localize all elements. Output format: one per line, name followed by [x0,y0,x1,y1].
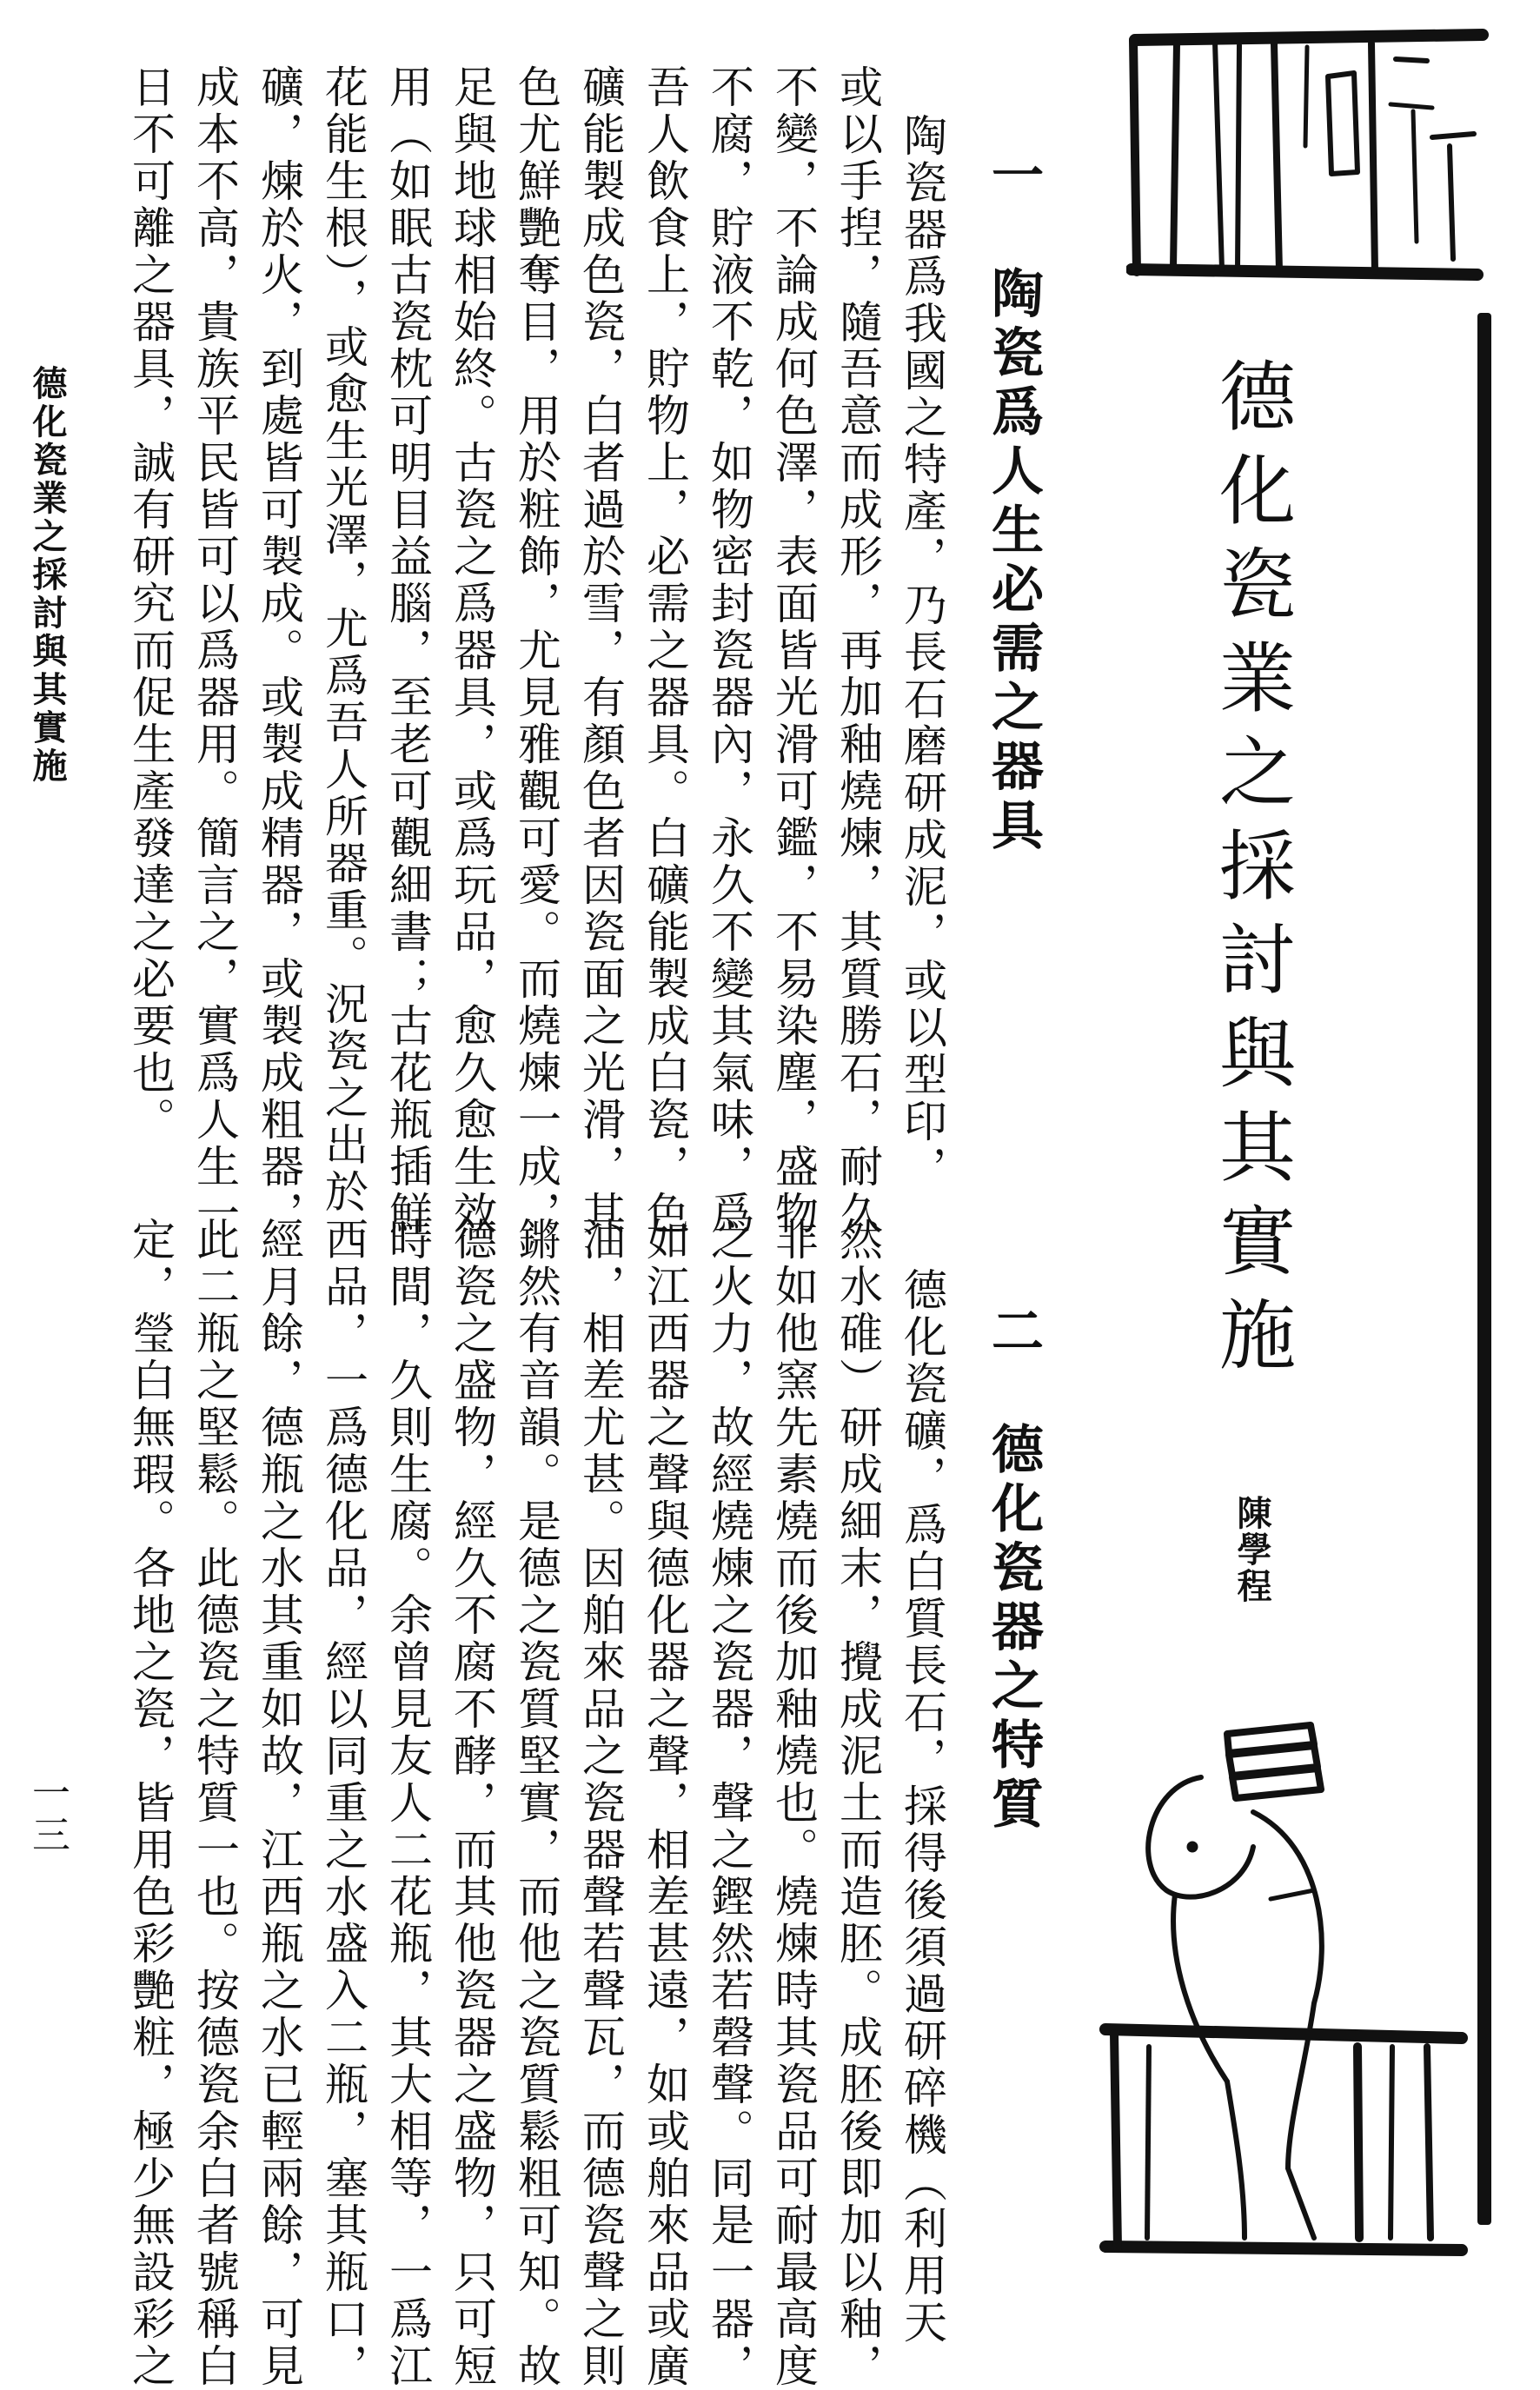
figure-carrying-books-illustration [1097,1716,1470,2264]
section2-column: 鏘然有音韻。是德之瓷質堅實，而他之瓷質鬆粗可知。故 [511,1217,561,2390]
article-title: 德化瓷業之採討與其實施 [1207,356,1297,1389]
running-title: 德化瓷業之採討與其實施 [27,365,68,786]
section1-heading: 一 陶瓷爲人生必需之器具 [983,148,1044,857]
section1-column: 礦，煉於火，到處皆可製成。或製成精器，或製成粗器， [254,64,304,1238]
section2-column: 非如他窯先素燒而後加釉燒也。燒煉時其瓷品可耐最高度 [768,1217,819,2390]
section1-column: 不腐，貯液不乾，如物密封瓷器內，永久不變其氣味，爲 [704,64,754,1238]
section2-column: 定，瑩白無瑕。各地之瓷，皆用色彩艷粧，極少無設彩之 [125,1217,176,2390]
section2-column: 經月餘，德瓶之水其重如故，江西瓶之水已輕兩餘，可見 [254,1217,304,2390]
section1-column: 陶瓷器爲我國之特產，乃長石磨研成泥，或以型印， [897,113,947,1192]
section1-column: 花能生根），或愈生光澤，尤爲吾人所器重。況瓷之出於 [318,64,368,1216]
section1-column: 足與地球相始終。古瓷之爲器具，或爲玩品，愈久愈生效 [447,64,497,1238]
section1-column: 日不可離之器具，誠有研究而促生產發達之必要也。 [125,64,176,1144]
page-number: 一三 [25,1773,70,1856]
section1-column: 色尤鮮艷奪目，用於粧飾，尤見雅觀可愛。而燒煉一成， [511,64,561,1238]
section1-column: 用（如眠古瓷枕可明目益腦，至老可觀細書；古花瓶插鮮 [382,64,433,1238]
section1-column: 成本不高，貴族平民皆可以爲器用。簡言之，實爲人生一 [189,64,240,1238]
section1-column: 礦能製成色瓷，白者過於雪，有顏色者因瓷面之光滑，其 [575,64,626,1238]
section2-column: 西品，一爲德化品，經以同重之水盛入二瓶，塞其瓶口， [318,1217,368,2390]
shelf-books-illustration [1126,24,1491,294]
section1-column: 不變，不論成何色澤，表面皆光滑可鑑，不易染塵，盛物 [768,64,819,1238]
section2-column: 然水碓）研成細末，攪成泥土而造胚。成胚後即加以釉， [833,1217,883,2390]
section2-column: 此二瓶之堅鬆。此德瓷之特質一也。按德瓷余白者號稱白 [189,1217,240,2390]
section2-column: 油，相差尤甚。因舶來品之瓷器聲若聲瓦，而德瓷聲之則 [575,1217,626,2390]
section2-column: 之火力，故經燒煉之瓷器，聲之鏗然若磬聲。同是一器， [704,1217,754,2390]
section2-heading: 二 德化瓷器之特質 [983,1304,1044,1836]
section2-column: 如江西器之聲與德化器之聲，相差甚遠，如或舶來品或廣 [640,1217,690,2390]
section2-column: 德瓷之盛物，經久不腐不酵，而其他瓷器之盛物，只可短 [447,1217,497,2390]
section2-column: 時間，久則生腐。余曾見友人二花瓶，其大相等，一爲江 [382,1217,433,2390]
vertical-border-rule [1477,313,1491,2225]
section1-column: 吾人飲食上，貯物上，必需之器具。白礦能製成白瓷，色 [640,64,690,1238]
section2-column: 德化瓷礦，爲白質長石，採得後須過研碎機（利用天 [897,1267,947,2347]
section1-column: 或以手揑，隨吾意而成形，再加釉燒煉，其質勝石，耐久 [833,64,883,1238]
author-name: 陳學程 [1231,1495,1272,1604]
